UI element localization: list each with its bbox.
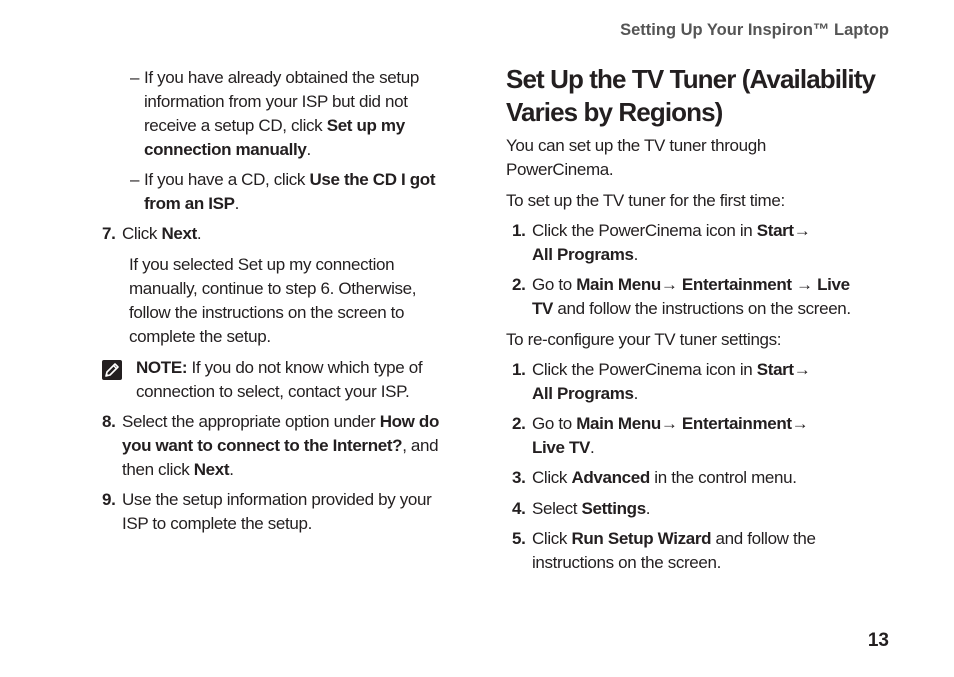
text-run: then click: [122, 460, 194, 479]
text-run: Select: [532, 499, 582, 518]
text-run: .: [196, 224, 202, 243]
right-column: [506, 63, 906, 583]
ui-term: Start: [756, 221, 794, 240]
text-run: Click: [532, 468, 572, 487]
arrow-glyph: →: [793, 221, 811, 240]
step-line: [532, 243, 638, 267]
step-number: 7.: [102, 224, 116, 243]
text-run: Click: [532, 529, 572, 548]
sub-bullet-line: information from your ISP but did not: [144, 92, 408, 111]
ui-term: Live TV: [532, 438, 591, 457]
step-line: Use the setup information provided by your: [122, 490, 432, 509]
step-line: [532, 412, 808, 436]
paragraph-line: manually, continue to step 6. Otherwise,: [129, 279, 417, 298]
note-label: NOTE:: [136, 358, 188, 377]
note-pencil-icon: [102, 360, 122, 380]
sub-bullet-line: If you have already obtained the setup: [144, 68, 419, 87]
text-run: .: [590, 438, 595, 457]
sub-bullet-line: [144, 168, 435, 192]
ui-term: Advanced: [571, 468, 650, 487]
text-run: .: [229, 460, 234, 479]
step-number: 5.: [512, 529, 526, 548]
title-line: Varies by Regions): [506, 97, 723, 127]
text-run: If you have a CD, click: [144, 170, 310, 189]
paragraph-line: If you selected Set up my connection: [129, 255, 395, 274]
ui-term: Entertainment: [681, 275, 792, 294]
step-number: 2.: [512, 414, 526, 433]
running-header: Setting Up Your Inspiron™ Laptop: [620, 21, 889, 39]
ui-term: from an ISP: [144, 194, 235, 213]
arrow-glyph: →: [660, 275, 682, 294]
step-line: [532, 219, 810, 243]
sub-bullet-line: [144, 114, 405, 138]
arrow-glyph: →: [791, 414, 809, 433]
ui-term: connection manually: [144, 140, 307, 159]
paragraph-line: follow the instructions on the screen to: [129, 303, 405, 322]
text-run: , and: [402, 436, 439, 455]
ui-term: Next: [161, 224, 197, 243]
ui-term: Set up my: [326, 116, 405, 135]
note-line: connection to select, contact your ISP.: [136, 382, 410, 401]
text-run: Click the PowerCinema icon in: [532, 221, 757, 240]
step-number: 8.: [102, 412, 116, 431]
sub-bullet-line: [144, 138, 311, 162]
step-number: 3.: [512, 468, 526, 487]
step-line: [532, 497, 650, 521]
text-run: If you do not know which type of: [187, 358, 423, 377]
arrow-glyph: →: [660, 414, 682, 433]
step-line: [532, 297, 851, 321]
arrow-glyph: →: [791, 275, 818, 294]
step-line: [532, 382, 638, 406]
text-run: .: [645, 499, 651, 518]
paragraph-line: complete the setup.: [129, 327, 271, 346]
step-line: [532, 273, 850, 297]
ui-term: Main Menu: [576, 414, 661, 433]
title-line: Set Up the TV Tuner (Availability: [506, 64, 876, 94]
text-run: Click: [122, 224, 162, 243]
step-number: 1.: [512, 221, 526, 240]
first-time-lead: To set up the TV tuner for the first time:: [506, 191, 785, 210]
step-number: 4.: [512, 499, 526, 518]
sub-bullet-line: [144, 192, 239, 216]
step-line: [532, 436, 594, 460]
step-line: [122, 410, 439, 434]
text-run: in the control menu.: [649, 468, 797, 487]
text-run: .: [633, 384, 638, 403]
ui-term: Next: [193, 460, 230, 479]
ui-term: Run Setup Wizard: [571, 529, 712, 548]
text-run: .: [633, 245, 638, 264]
text-run: Click the PowerCinema icon in: [532, 360, 757, 379]
step-number: 1.: [512, 360, 526, 379]
ui-term: Start: [756, 360, 794, 379]
ui-term: Entertainment: [681, 414, 792, 433]
text-run: receive a setup CD, click: [144, 116, 327, 135]
dash-marker: –: [130, 68, 140, 87]
paragraph-line: PowerCinema.: [506, 160, 614, 179]
ui-term: TV: [532, 299, 554, 318]
step-number: 2.: [512, 275, 526, 294]
step-line: [532, 466, 797, 490]
text-run: Select the appropriate option under: [122, 412, 380, 431]
step-line: [532, 358, 810, 382]
step-line: [122, 222, 201, 246]
step-number: 9.: [102, 490, 116, 509]
reconfigure-lead: To re-configure your TV tuner settings:: [506, 330, 782, 349]
ui-term: you want to connect to the Internet?: [122, 436, 403, 455]
text-run: and follow the instructions on the screen.: [553, 299, 851, 318]
step-line: [122, 434, 438, 458]
text-run: .: [306, 140, 311, 159]
text-run: .: [234, 194, 239, 213]
page-number: 13: [867, 630, 889, 651]
ui-term: Use the CD I got: [309, 170, 436, 189]
ui-term: Settings: [581, 499, 646, 518]
ui-term: Main Menu: [576, 275, 661, 294]
ui-term: All Programs: [532, 384, 634, 403]
ui-term: Live: [817, 275, 850, 294]
ui-term: How do: [379, 412, 439, 431]
arrow-glyph: →: [793, 360, 811, 379]
ui-term: All Programs: [532, 245, 634, 264]
text-run: and follow the: [711, 529, 816, 548]
step-line: [532, 527, 816, 551]
dash-marker: –: [130, 170, 140, 189]
note-line: [136, 356, 422, 380]
step-line: instructions on the screen.: [532, 553, 721, 572]
step-line: ISP to complete the setup.: [122, 514, 312, 533]
left-column: [102, 66, 482, 546]
step-line: [122, 458, 234, 482]
text-run: Go to: [532, 275, 577, 294]
text-run: Go to: [532, 414, 577, 433]
paragraph-line: You can set up the TV tuner through: [506, 136, 766, 155]
